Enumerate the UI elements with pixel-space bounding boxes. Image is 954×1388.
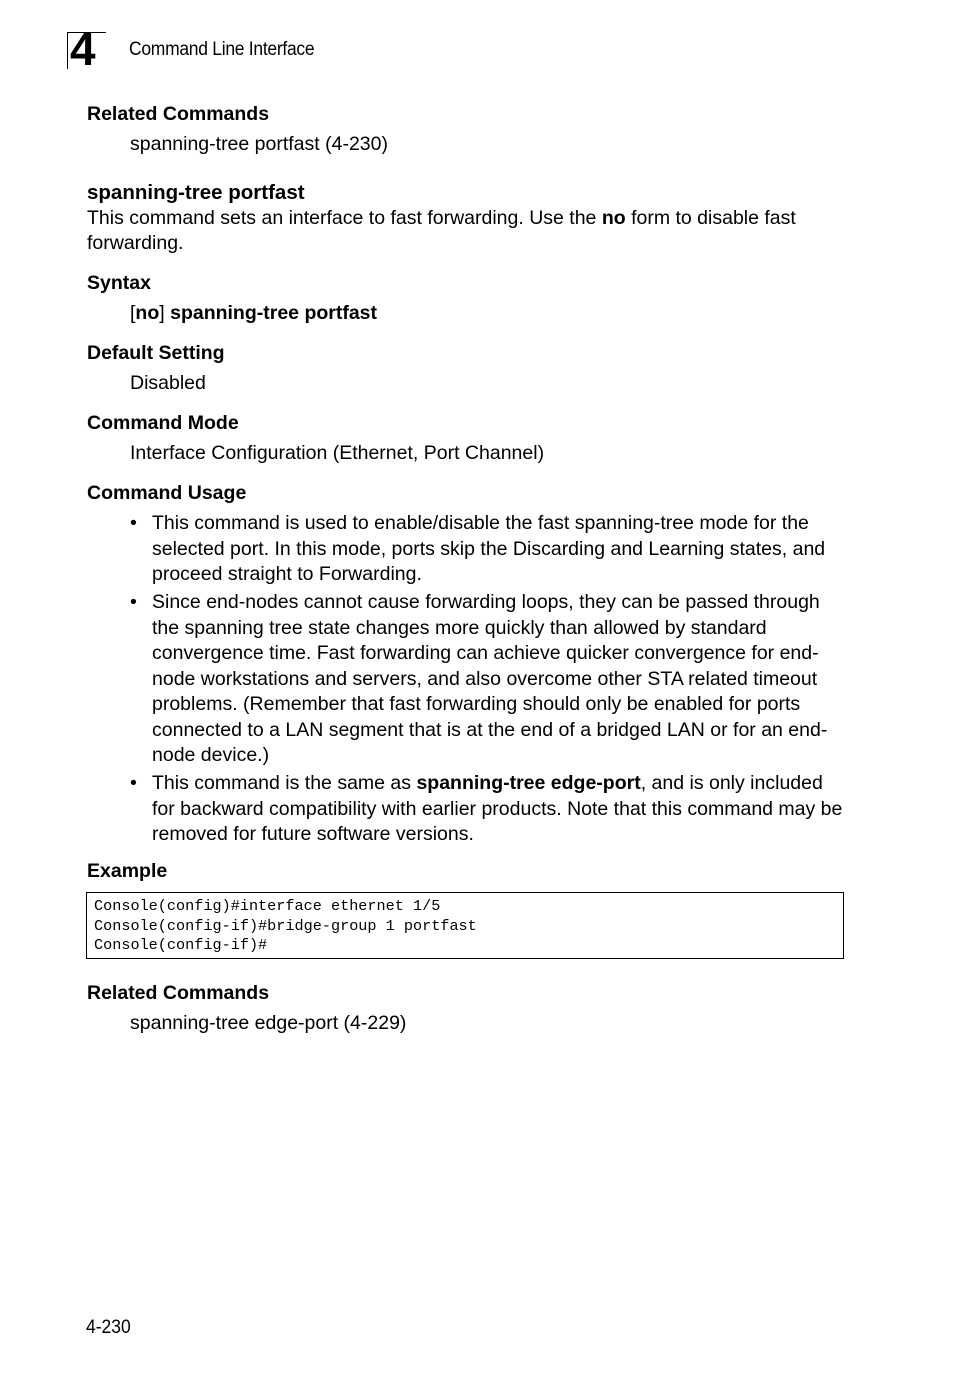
command-usage-heading: Command Usage: [87, 482, 247, 504]
command-usage-list: [130, 511, 850, 850]
code-line: Console(config-if)#bridge-group 1 portfast: [94, 916, 477, 935]
related-command-link: spanning-tree edge-port (4-229): [130, 1012, 407, 1034]
syntax-heading: Syntax: [87, 272, 151, 294]
related-command-link: spanning-tree portfast (4-230): [130, 133, 388, 155]
running-header-title: Command Line Interface: [129, 39, 315, 60]
command-mode-heading: Command Mode: [87, 412, 239, 434]
syntax-line: [no] spanning-tree portfast: [130, 302, 378, 324]
default-setting-value: Disabled: [130, 372, 206, 394]
code-line: Console(config-if)#: [94, 936, 268, 954]
command-title: spanning-tree portfast: [87, 181, 305, 204]
example-code-block: [86, 892, 844, 959]
code-line: Console(config)#interface ethernet 1/5: [94, 897, 441, 915]
command-mode-value: Interface Configuration (Ethernet, Port Channel): [130, 442, 545, 464]
list-item: • This command is used to enable/disable the fast spanning-tree mode for the selected port. In this mode, ports skip the Discarding and Learning states, and proceed straight to Forwarding.: [130, 512, 826, 585]
bullet-icon: •: [130, 772, 137, 794]
chapter-number: 4: [70, 23, 96, 75]
command-description: This command sets an interface to fast forwarding. Use the no form to disable fast forwarding.: [87, 207, 796, 254]
list-item: • This command is the same as spanning-tree edge-port, and is only included for backward compatibility with earlier products. Note that this command may be removed for future software versions.: [130, 772, 843, 845]
related-commands-heading: Related Commands: [87, 982, 270, 1004]
list-item: • Since end-nodes cannot cause forwarding loops, they can be passed through the spanning tree state changes more quickly than allowed by standard convergence time. Fast forwarding can achieve quicker convergence for end-node workstations and servers, and also overcome other STA related timeout problems. (Remember that fast forwarding should only be enabled for ports connected to a LAN segment that is at the end of a bridged LAN or for an end-node device.): [130, 591, 828, 766]
example-heading: Example: [87, 860, 168, 882]
related-commands-heading: Related Commands: [87, 103, 270, 125]
default-setting-heading: Default Setting: [87, 342, 225, 364]
page-number: 4-230: [86, 1317, 131, 1338]
bullet-icon: •: [130, 512, 137, 534]
bullet-icon: •: [130, 591, 137, 613]
